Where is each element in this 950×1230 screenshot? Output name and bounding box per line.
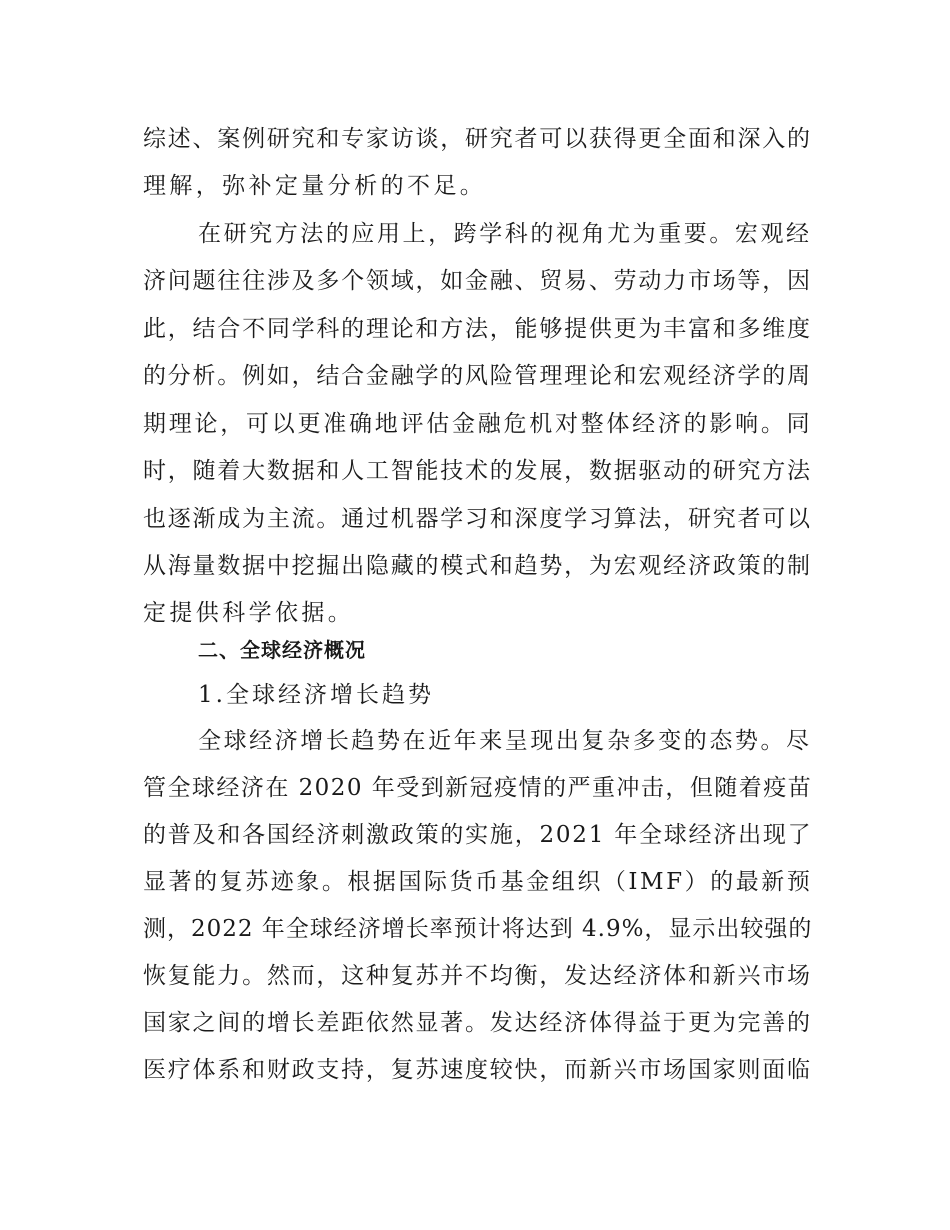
- paragraph-2-line-6: 时，随着大数据和人工智能技术的发展，数据驱动的研究方法: [143, 458, 812, 484]
- paragraph-2-line-2: 济问题往往涉及多个领域，如金融、贸易、劳动力市场等，因: [143, 268, 812, 294]
- paragraph-3-line-1: 全球经济增长趋势在近年来呈现出复杂多变的态势。尽: [198, 728, 812, 754]
- paragraph-3-line-8: 医疗体系和财政支持，复苏速度较快，而新兴市场国家则面临: [143, 1057, 812, 1083]
- paragraph-3-line-3: 的普及和各国经济刺激政策的实施，2021 年全球经济出现了: [143, 822, 813, 848]
- paragraph-2-line-3: 此，结合不同学科的理论和方法，能够提供更为丰富和多维度: [143, 316, 812, 342]
- paragraph-3-line-5: 测，2022 年全球经济增长率预计将达到 4.9%，显示出较强的: [143, 916, 813, 942]
- paragraph-2-line-1: 在研究方法的应用上，跨学科的视角尤为重要。宏观经: [198, 221, 812, 247]
- paragraph-1-line-2: 理解，弥补定量分析的不足。: [143, 173, 487, 199]
- paragraph-3-line-4: 显著的复苏迹象。根据国际货币基金组织（IMF）的最新预: [143, 869, 813, 895]
- paragraph-3-line-7: 国家之间的增长差距依然显著。发达经济体得益于更为完善的: [143, 1010, 812, 1036]
- paragraph-2-line-4: 的分析。例如，结合金融学的风险管理理论和宏观经济学的周: [143, 363, 812, 389]
- paragraph-2-line-9: 定提供科学依据。: [143, 600, 355, 626]
- paragraph-2-line-7: 也逐渐成为主流。通过机器学习和深度学习算法，研究者可以: [143, 506, 812, 532]
- subsection-heading: 1.全球经济增长趋势: [198, 682, 434, 708]
- paragraph-2-line-5: 期理论，可以更准确地评估金融危机对整体经济的影响。同: [143, 411, 813, 437]
- paragraph-3-line-2: 管全球经济在 2020 年受到新冠疫情的严重冲击，但随着疫苗: [143, 775, 813, 801]
- paragraph-3-line-6: 恢复能力。然而，这种复苏并不均衡，发达经济体和新兴市场: [143, 963, 812, 989]
- section-heading: 二、全球经济概况: [198, 638, 366, 662]
- paragraph-2-line-8: 从海量数据中挖掘出隐藏的模式和趋势，为宏观经济政策的制: [143, 553, 812, 579]
- paragraph-1-line-1: 综述、案例研究和专家访谈，研究者可以获得更全面和深入的: [143, 126, 812, 152]
